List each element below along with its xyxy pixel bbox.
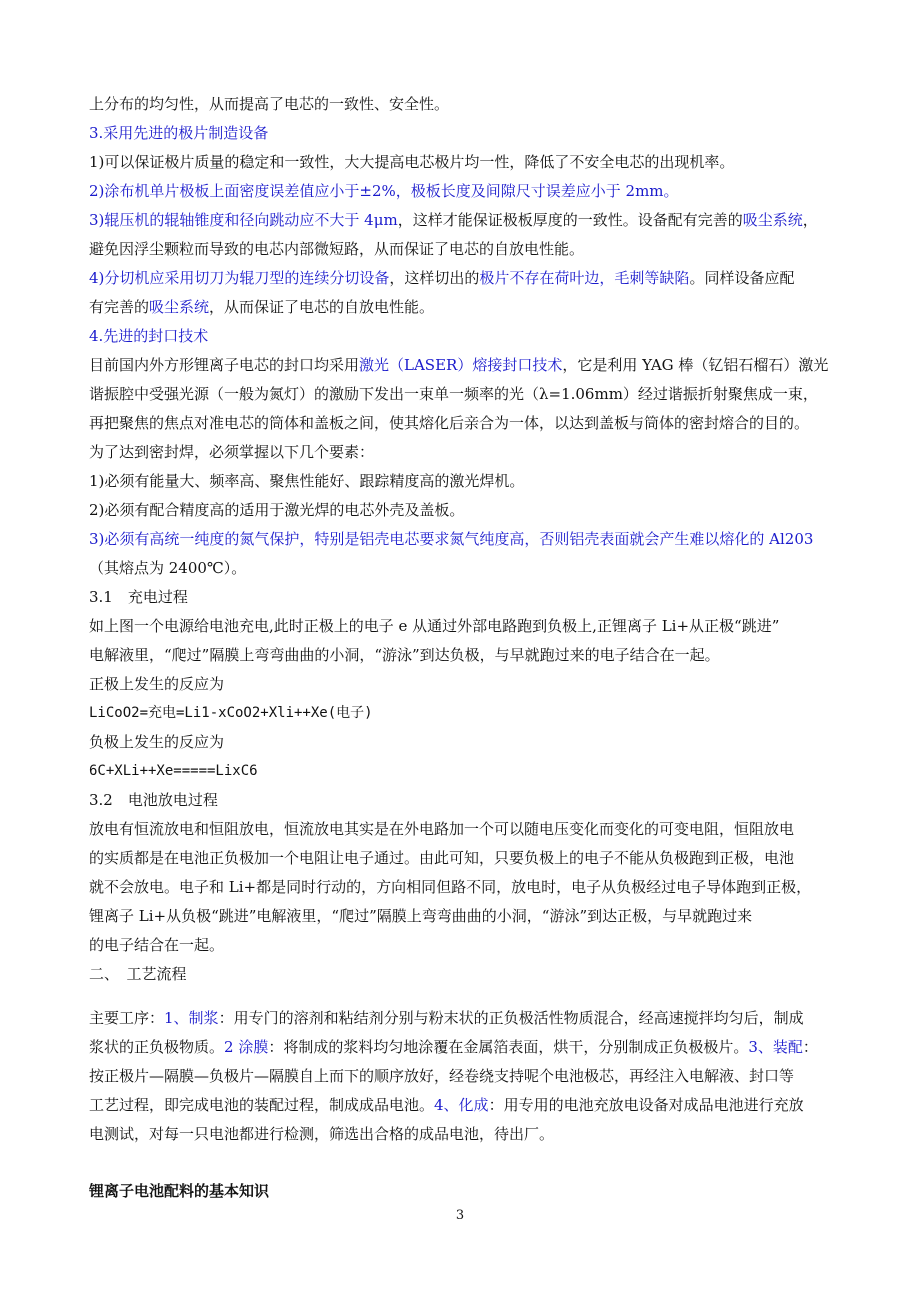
paragraph-line: 上分布的均匀性，从而提高了电芯的一致性、安全性。 bbox=[89, 95, 450, 113]
plain-text: 工艺过程，即完成电池的装配过程，制成成品电池。 bbox=[89, 1096, 435, 1114]
highlight-text: 4)分切机应采用切刀为辊刀型的连续分切设备 bbox=[89, 269, 390, 287]
page-number: 3 bbox=[455, 1208, 465, 1223]
highlight-text: 吸尘系统 bbox=[742, 211, 803, 229]
subsection-heading: 3.1 充电过程 bbox=[89, 588, 188, 606]
plain-text: ：用专门的溶剂和粘结剂分别与粉末状的正负极活性物质混合，经高速搅拌均匀后，制成 bbox=[218, 1009, 804, 1027]
paragraph-line: 为了达到密封焊，必须掌握以下几个要素： bbox=[89, 443, 375, 461]
paragraph-line: （其熔点为 2400℃）。 bbox=[89, 559, 247, 577]
plain-text: 浆状的正负极物质。 bbox=[89, 1038, 225, 1056]
highlight-text: 3、装配 bbox=[748, 1038, 803, 1056]
list-item: 1)必须有能量大、频率高、聚焦性能好、跟踪精度高的激光焊机。 bbox=[89, 472, 525, 490]
paragraph-line bbox=[89, 1004, 859, 1033]
section-heading: 3.采用先进的极片制造设备 bbox=[89, 124, 269, 142]
section-heading: 二、 工艺流程 bbox=[89, 965, 187, 983]
paragraph-line bbox=[89, 293, 859, 322]
paragraph-line: 就不会放电。电子和 Li+都是同时行动的，方向相同但路不同，放电时，电子从负极经过电子导体跑到正极， bbox=[89, 878, 812, 896]
plain-text: ：用专用的电池充放电设备对成品电池进行充放 bbox=[488, 1096, 804, 1114]
paragraph-line: 谐振腔中受强光源（一般为氮灯）的激励下发出一束单一频率的光（λ=1.06mm）经过谐振折射聚焦成一束， bbox=[89, 385, 818, 403]
list-item bbox=[89, 264, 859, 293]
paragraph-line bbox=[89, 1091, 859, 1120]
reaction-equation: 6C+XLi++Xe=====LixC6 bbox=[89, 763, 258, 779]
paragraph-line: 的电子结合在一起。 bbox=[89, 936, 225, 954]
paragraph-line: 电测试，对每一只电池都进行检测，筛选出合格的成品电池，待出厂。 bbox=[89, 1125, 555, 1143]
highlight-text: 2 涂膜 bbox=[224, 1038, 269, 1056]
paragraph-line: 放电有恒流放电和恒阻放电，恒流放电其实是在外电路加一个可以随电压变化而变化的可变电阻，恒阻放电 bbox=[89, 820, 795, 838]
plain-text: ，这样切出的 bbox=[389, 269, 480, 287]
list-item: 2)涂布机单片极板上面密度误差值应小于±2%，极板长度及间隙尺寸误差应小于 2mm。 bbox=[89, 182, 679, 200]
section-heading: 4.先进的封口技术 bbox=[89, 327, 209, 345]
highlight-text: 吸尘系统 bbox=[149, 298, 210, 316]
paragraph-line bbox=[89, 351, 859, 380]
plain-text: ，它是利用 YAG 棒（钇铝石榴石）激光 bbox=[562, 356, 829, 374]
highlight-text: 1、制浆 bbox=[164, 1009, 219, 1027]
plain-text: ，这样才能保证极板厚度的一致性。设备配有完善的 bbox=[397, 211, 743, 229]
highlight-text: 极片不存在荷叶边，毛刺等缺陷 bbox=[479, 269, 690, 287]
paragraph-line bbox=[89, 1033, 859, 1062]
plain-text: ， bbox=[802, 211, 818, 229]
subsection-heading: 3.2 电池放电过程 bbox=[89, 791, 218, 809]
spacer bbox=[89, 1149, 859, 1177]
spacer bbox=[89, 989, 859, 1004]
plain-text: 有完善的 bbox=[89, 298, 150, 316]
document-heading: 锂离子电池配料的基本知识 bbox=[89, 1182, 270, 1200]
plain-text: ： bbox=[802, 1038, 818, 1056]
document-body bbox=[89, 90, 859, 1206]
paragraph-line: 正极上发生的反应为 bbox=[89, 675, 225, 693]
plain-text: ，从而保证了电芯的自放电性能。 bbox=[209, 298, 435, 316]
paragraph-line: 如上图一个电源给电池充电,此时正极上的电子 e 从通过外部电路跑到负极上,正锂离子 Li+从正极“跳进” bbox=[89, 617, 780, 635]
plain-text: 目前国内外方形锂离子电芯的封口均采用 bbox=[89, 356, 360, 374]
paragraph-line: 按正极片—隔膜—负极片—隔膜自上而下的顺序放好，经卷绕支持呢个电池极芯，再经注入电解液、封口等 bbox=[89, 1067, 795, 1085]
list-item: 1)可以保证极片质量的稳定和一致性，大大提高电芯极片均一性，降低了不安全电芯的出现机率。 bbox=[89, 153, 735, 171]
list-item: 3)必须有高统一纯度的氮气保护，特别是铝壳电芯要求氮气纯度高，否则铝壳表面就会产生难以熔化的 Al203 bbox=[89, 530, 814, 548]
paragraph-line: 再把聚焦的焦点对准电芯的筒体和盖板之间，使其熔化后亲合为一体，以达到盖板与筒体的密封熔合的目的。 bbox=[89, 414, 810, 432]
paragraph-line: 避免因浮尘颗粒而导致的电芯内部微短路，从而保证了电芯的自放电性能。 bbox=[89, 240, 585, 258]
plain-text: ：将制成的浆料均匀地涂覆在金属箔表面，烘干，分别制成正负极极片。 bbox=[268, 1038, 749, 1056]
paragraph-line: 锂离子 Li+从负极“跳进”电解液里，“爬过”隔膜上弯弯曲曲的小洞，“游泳”到达正极，与早就跑过来 bbox=[89, 907, 753, 925]
highlight-text: 4、化成 bbox=[434, 1096, 489, 1114]
reaction-equation: LiCoO2=充电=Li1-xCoO2+Xli++Xe(电子) bbox=[89, 705, 373, 721]
plain-text: 主要工序： bbox=[89, 1009, 165, 1027]
list-item bbox=[89, 206, 859, 235]
highlight-text: 激光（LASER）熔接封口技术 bbox=[359, 356, 563, 374]
highlight-text: 3)辊压机的辊轴锥度和径向跳动应不大于 4μm bbox=[89, 211, 398, 229]
paragraph-line: 的实质都是在电池正负极加一个电阻让电子通过。由此可知，只要负极上的电子不能从负极跑到正极，电池 bbox=[89, 849, 795, 867]
paragraph-line: 负极上发生的反应为 bbox=[89, 733, 225, 751]
paragraph-line: 电解液里，“爬过”隔膜上弯弯曲曲的小洞，“游泳”到达负极，与早就跑过来的电子结合在一起。 bbox=[89, 646, 720, 664]
plain-text: 。同样设备应配 bbox=[689, 269, 795, 287]
list-item: 2)必须有配合精度高的适用于激光焊的电芯外壳及盖板。 bbox=[89, 501, 465, 519]
